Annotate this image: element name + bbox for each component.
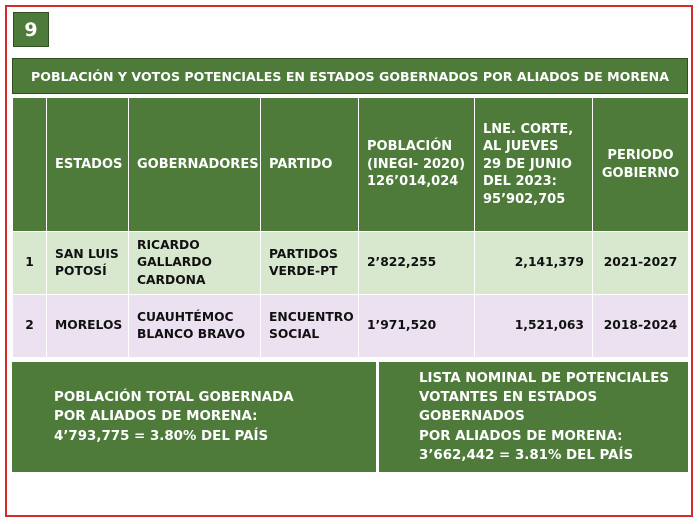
row-poblacion: 1’971,520: [359, 295, 475, 358]
table-title: POBLACIÓN Y VOTOS POTENCIALES EN ESTADOS GOBERNADOS POR ALIADOS DE MORENA: [12, 58, 688, 94]
header-lne: LNE. CORTE, AL JUEVES 29 DE JUNIO DEL 2023: 95’902,705: [475, 98, 593, 232]
table-row: [13, 232, 689, 295]
header-poblacion: POBLACIÓN (INEGI- 2020) 126’014,024: [359, 98, 475, 232]
row-periodo: 2021-2027: [593, 232, 689, 295]
row-partido: PARTIDOS VERDE-PT: [261, 232, 359, 295]
slide-number-badge: 9: [13, 12, 49, 47]
summary-lista-nominal: LISTA NOMINAL DE POTENCIALES VOTANTES EN ESTADOS GOBERNADOS POR ALIADOS DE MORENA: 3’662,442 = 3.81% DEL PAÍS: [379, 362, 688, 472]
row-number: 2: [13, 295, 47, 358]
row-periodo: 2018-2024: [593, 295, 689, 358]
header-num: [13, 98, 47, 232]
header-row: [13, 98, 689, 232]
row-estado: MORELOS: [47, 295, 129, 358]
data-table: [12, 97, 689, 358]
table-row: [13, 295, 689, 358]
row-gobernador: CUAUHTÉMOC BLANCO BRAVO: [129, 295, 261, 358]
row-number: 1: [13, 232, 47, 295]
row-estado: SAN LUIS POTOSÍ: [47, 232, 129, 295]
header-partido: PARTIDO: [261, 98, 359, 232]
header-periodo: PERIODO GOBIERNO: [593, 98, 689, 232]
row-partido: ENCUENTRO SOCIAL: [261, 295, 359, 358]
header-gobernadores: GOBERNADORES: [129, 98, 261, 232]
row-poblacion: 2’822,255: [359, 232, 475, 295]
row-gobernador: RICARDO GALLARDO CARDONA: [129, 232, 261, 295]
summary-poblacion-total: POBLACIÓN TOTAL GOBERNADA POR ALIADOS DE MORENA: 4’793,775 = 3.80% DEL PAÍS: [12, 362, 376, 472]
row-lne: 2,141,379: [475, 232, 593, 295]
row-lne: 1,521,063: [475, 295, 593, 358]
header-estados: ESTADOS: [47, 98, 129, 232]
